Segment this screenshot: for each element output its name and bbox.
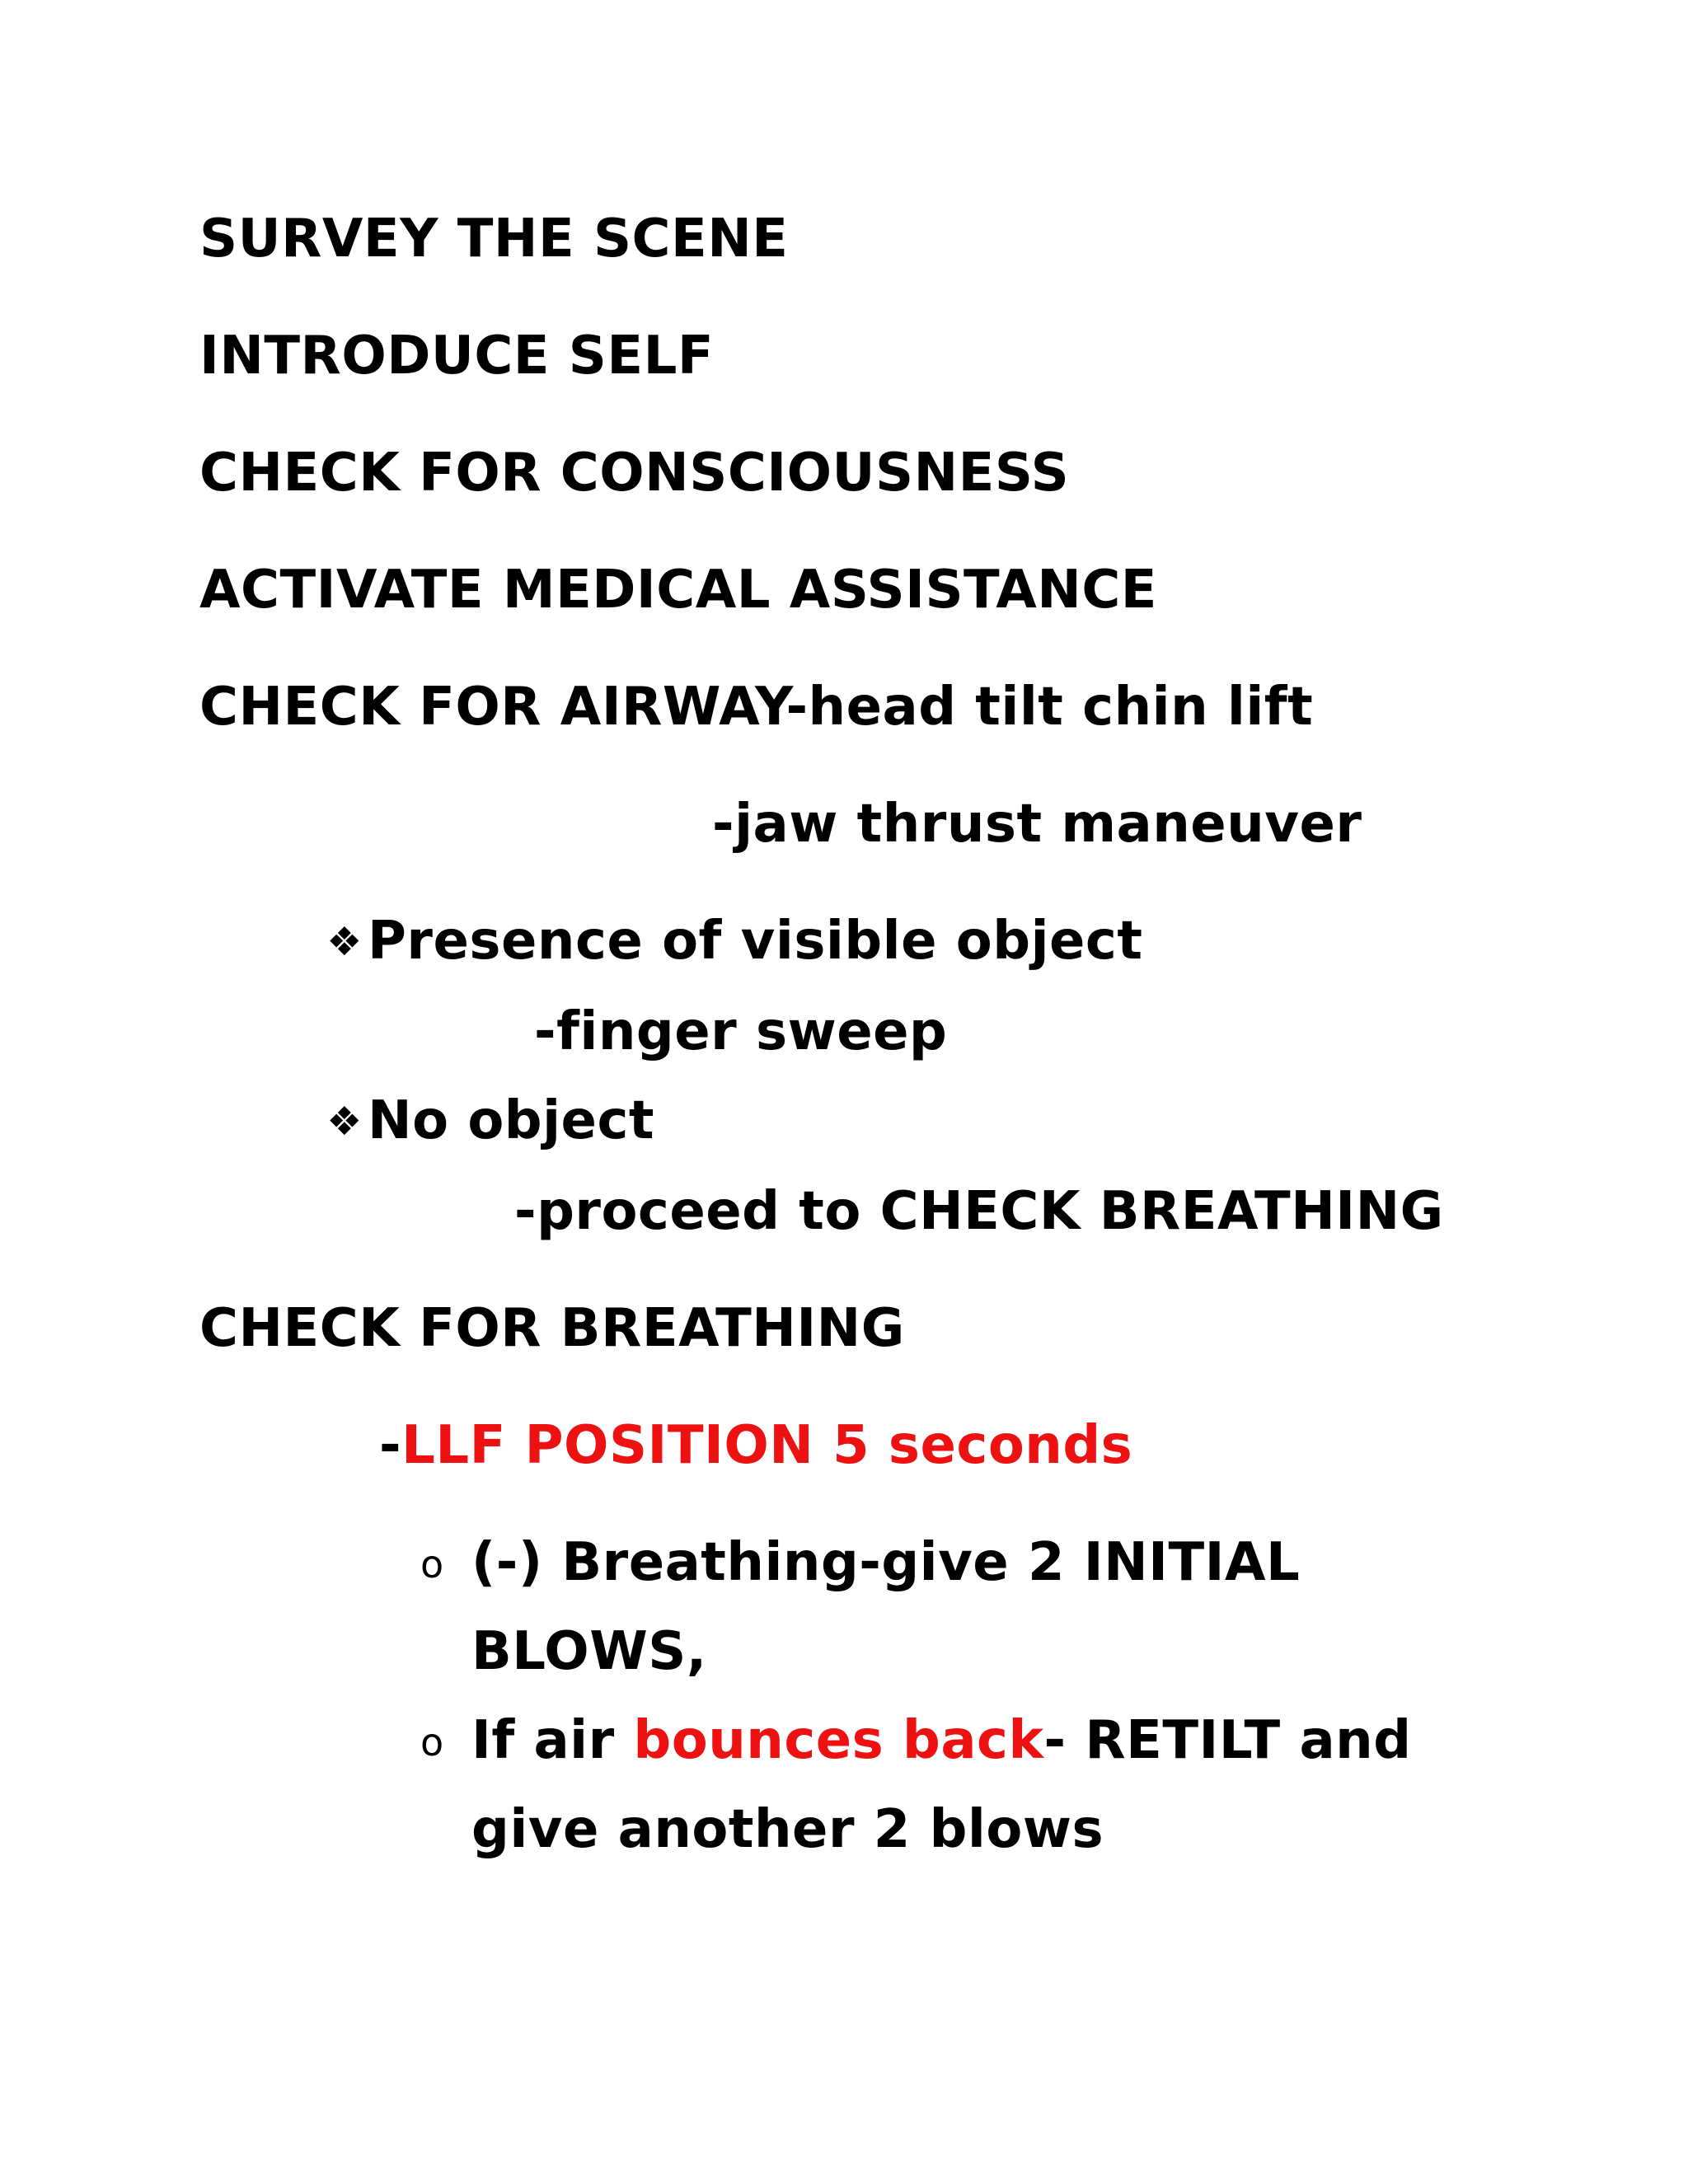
breathing-item-2-line-2: give another 2 blows (471, 1799, 1104, 1860)
llf-position-text: LLF POSITION 5 seconds (401, 1415, 1133, 1476)
breathing-item-1-line-2: BLOWS, (471, 1621, 707, 1682)
diamond-bullet-icon: ❖ (326, 1099, 363, 1145)
step-check-breathing: CHECK FOR BREATHING (199, 1298, 905, 1359)
llf-position (379, 1413, 1132, 1479)
airway-option-label: No object (368, 1090, 654, 1151)
breathing-item-1-line-1: (-) Breathing-give 2 INITIAL (471, 1532, 1301, 1593)
circle-bullet-icon: o (420, 1542, 444, 1586)
airway-option-action-proceed: -proceed to CHECK BREATHING (514, 1181, 1444, 1242)
step-introduce-self: INTRODUCE SELF (199, 326, 715, 387)
airway-jaw-thrust: -jaw thrust maneuver (712, 794, 1362, 855)
step-survey-the-scene: SURVEY THE SCENE (199, 209, 789, 269)
diamond-bullet-icon: ❖ (326, 919, 363, 965)
step-check-consciousness: CHECK FOR CONSCIOUSNESS (199, 443, 1070, 504)
item-2-highlight: bounces back (633, 1710, 1044, 1771)
llf-dash: - (379, 1415, 402, 1476)
airway-option-label: Presence of visible object (368, 911, 1143, 972)
item-2-suffix: - RETILT and (1043, 1710, 1412, 1771)
airway-option-no-object (321, 1088, 654, 1155)
step-activate-medical-assistance: ACTIVATE MEDICAL ASSISTANCE (199, 560, 1157, 621)
item-2-prefix: If air (471, 1710, 634, 1771)
circle-bullet-icon: o (420, 1720, 444, 1765)
airway-option-action-finger-sweep: -finger sweep (534, 1001, 948, 1062)
airway-option-visible-object (321, 908, 1142, 975)
step-check-airway: CHECK FOR AIRWAY-head tilt chin lift (199, 677, 1314, 738)
breathing-item-2-line-1 (471, 1708, 1412, 1774)
